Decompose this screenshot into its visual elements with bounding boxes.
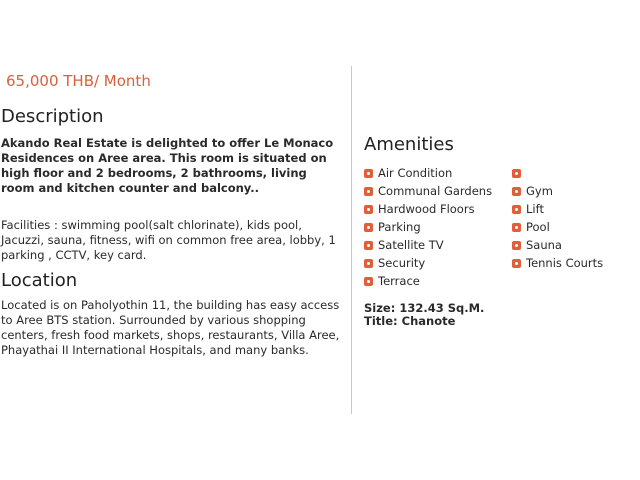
check-icon xyxy=(512,259,521,268)
amenity-tennis-courts xyxy=(512,254,603,272)
amenity-sauna xyxy=(512,236,603,254)
amenity-pool xyxy=(512,218,603,236)
check-icon xyxy=(512,169,521,178)
check-icon xyxy=(364,223,373,232)
amenity-label: Parking xyxy=(378,220,421,234)
amenity-security xyxy=(364,254,492,272)
amenity-gym xyxy=(512,182,603,200)
amenity-label: Hardwood Floors xyxy=(378,202,475,216)
amenity-label: Pool xyxy=(526,220,550,234)
listing-price: 65,000 THB/ Month xyxy=(6,72,151,90)
check-icon xyxy=(364,277,373,286)
check-icon xyxy=(512,223,521,232)
amenity-satellite-tv xyxy=(364,236,492,254)
amenity-label: Lift xyxy=(526,202,544,216)
property-title: Title: Chanote xyxy=(364,314,456,328)
amenity-label: Tennis Courts xyxy=(526,256,604,270)
description-text: Akando Real Estate is delighted to offer Le Monaco Residences on Aree area. This room is situated on high floor and 2 bedrooms, 2 bathrooms, living room and kitchen counter and balcony.. xyxy=(1,136,334,195)
check-icon xyxy=(364,187,373,196)
description-heading: Description xyxy=(1,106,104,127)
check-icon xyxy=(364,205,373,214)
property-size: Size: 132.43 Sq.M. xyxy=(364,301,485,315)
check-icon xyxy=(364,241,373,250)
amenity-lift xyxy=(512,200,603,218)
amenity-label: Security xyxy=(378,256,426,270)
check-icon xyxy=(512,187,521,196)
amenity-label: Communal Gardens xyxy=(378,184,493,198)
location-text: Located is on Paholyothin 11, the building has easy access to Aree BTS station. Surrounded by various shopping centers, fresh food markets, shops, restaurants, Villa Aree, Phayathai II International Hospitals, and many banks. xyxy=(1,298,340,357)
amenity-label: Gym xyxy=(526,184,553,198)
amenities-heading: Amenities xyxy=(364,134,454,155)
amenity-air-condition xyxy=(364,164,492,182)
amenity-hardwood-floors xyxy=(364,200,492,218)
amenity-terrace xyxy=(364,272,492,290)
facilities-text: Facilities : swimming pool(salt chlorinate), kids pool, Jacuzzi, sauna, fitness, wifi on common free area, lobby, 1 parking , CCTV, key card. xyxy=(1,218,336,262)
check-icon xyxy=(512,241,521,250)
amenities-list-right xyxy=(512,164,603,272)
amenity-parking xyxy=(364,218,492,236)
amenity-unlabeled xyxy=(512,164,603,182)
column-divider xyxy=(351,66,352,414)
amenity-label: Satellite TV xyxy=(378,238,444,252)
amenity-label: Sauna xyxy=(526,238,562,252)
amenity-label: Air Condition xyxy=(378,166,453,180)
amenity-label: Terrace xyxy=(378,274,420,288)
check-icon xyxy=(364,259,373,268)
amenity-communal-gardens xyxy=(364,182,492,200)
check-icon xyxy=(364,169,373,178)
location-heading: Location xyxy=(1,270,78,291)
check-icon xyxy=(512,205,521,214)
amenities-list-left xyxy=(364,164,492,290)
property-meta xyxy=(364,302,484,328)
